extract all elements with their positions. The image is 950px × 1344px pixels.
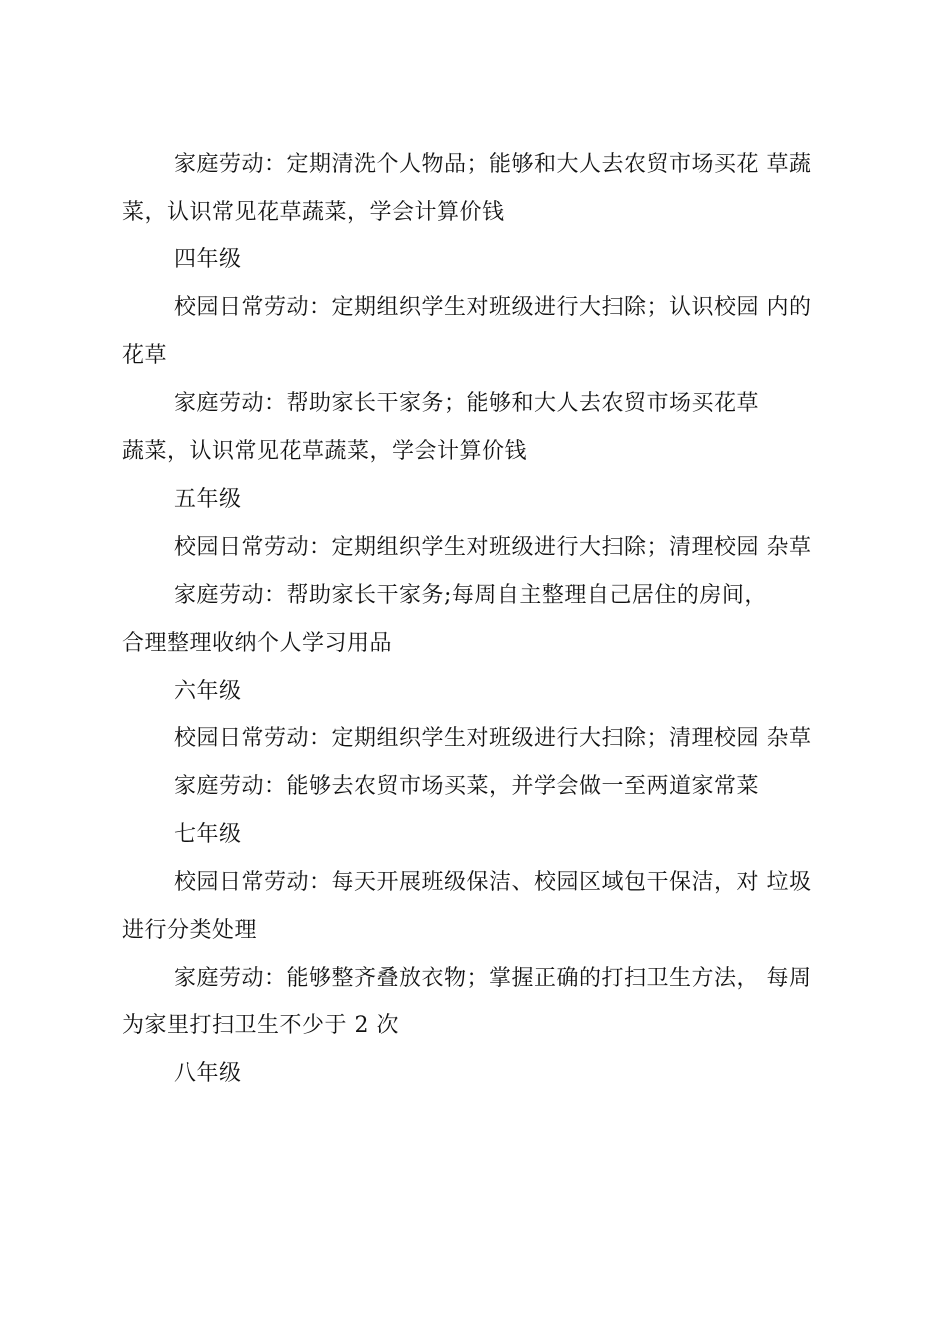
paragraph-line: 为家里打扫卫生不少于 2 次 <box>122 1013 399 1038</box>
paragraph-line: 菜，认识常见花草蔬菜，学会计算价钱 <box>122 200 505 225</box>
paragraph-line: 校园日常劳动：定期组织学生对班级进行大扫除；清理校园 杂草 <box>174 726 812 751</box>
grade-heading: 七年级 <box>174 822 242 847</box>
grade-heading: 六年级 <box>174 679 242 704</box>
paragraph-line: 进行分类处理 <box>122 918 258 943</box>
paragraph-line: 校园日常劳动：定期组织学生对班级进行大扫除；认识校园 内的 <box>174 295 812 320</box>
grade-heading: 四年级 <box>174 247 242 272</box>
grade-heading: 五年级 <box>174 487 242 512</box>
paragraph-line: 家庭劳动：帮助家长干家务;每周自主整理自己居住的房间， <box>174 583 767 608</box>
paragraph-line: 校园日常劳动：定期组织学生对班级进行大扫除；清理校园 杂草 <box>174 535 812 560</box>
paragraph-line: 校园日常劳动：每天开展班级保洁、校园区域包干保洁，对 垃圾 <box>174 870 812 895</box>
paragraph-line: 合理整理收纳个人学习用品 <box>122 631 393 656</box>
paragraph-line: 家庭劳动：定期清洗个人物品；能够和大人去农贸市场买花 草蔬 <box>174 152 812 177</box>
grade-heading: 八年级 <box>174 1061 242 1086</box>
paragraph-line: 家庭劳动：能够去农贸市场买菜，并学会做一至两道家常菜 <box>174 774 760 799</box>
paragraph-line: 家庭劳动：帮助家长干家务；能够和大人去农贸市场买花草 <box>174 391 760 416</box>
paragraph-line: 蔬菜，认识常见花草蔬菜，学会计算价钱 <box>122 439 528 464</box>
paragraph-line: 家庭劳动：能够整齐叠放衣物；掌握正确的打扫卫生方法， 每周 <box>174 966 812 991</box>
paragraph-line: 花草 <box>122 343 168 368</box>
